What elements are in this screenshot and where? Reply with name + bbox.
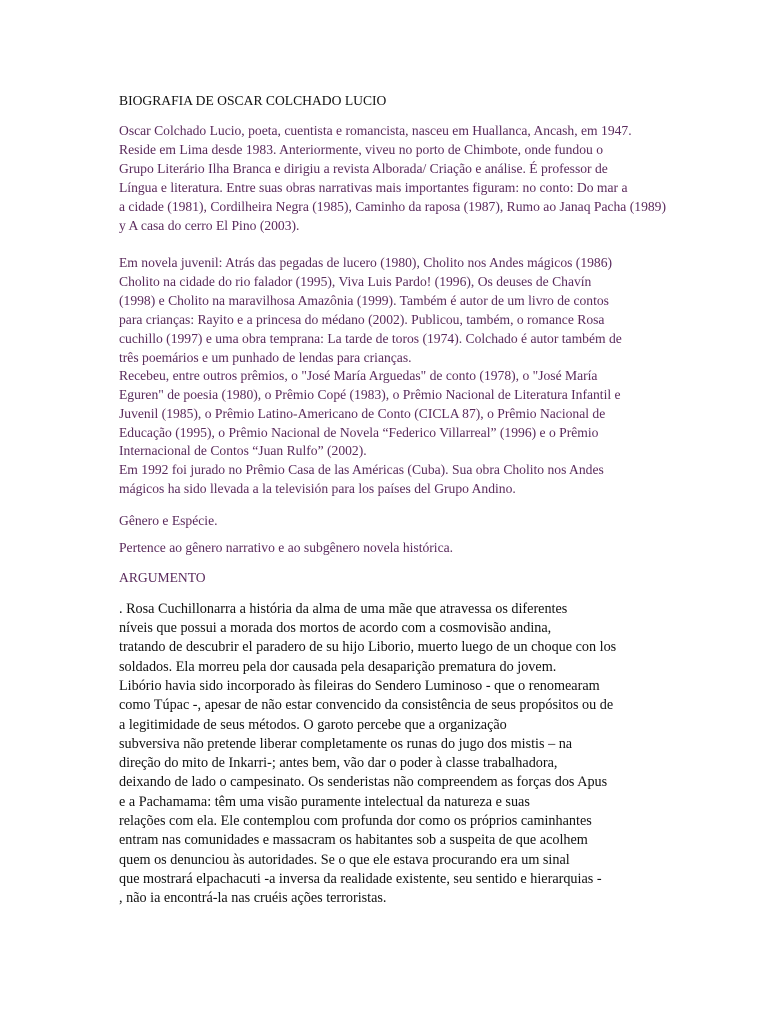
argument-line-10: deixando de lado o campesinato. Os senderistas não compreendem as forças dos Apus <box>119 774 608 790</box>
document-title: BIOGRAFIA DE OSCAR COLCHADO LUCIO <box>119 93 387 108</box>
argument-line-4: soldados. Ela morreu pela dor causada pela desaparição prematura do jovem. <box>119 659 557 675</box>
argument-line-2: níveis que possui a morada dos mortos de acordo com a cosmovisão andina, <box>119 620 552 636</box>
argument-line-7: a legitimidade de seus métodos. O garoto percebe que a organização <box>119 717 507 733</box>
argument-line-1: . Rosa Cuchillonarra a história da alma de uma mãe que atravessa os diferentes <box>119 601 568 617</box>
bio-p1-line-2: Reside em Lima desde 1983. Anteriormente, viveu no porto de Chimbote, onde fundou o <box>119 142 603 157</box>
bio-p2-line-1: Em novela juvenil: Atrás das pegadas de lucero (1980), Cholito nos Andes mágicos (1986) <box>119 255 613 270</box>
argument-line-5: Libório havia sido incorporado às fileiras do Sendero Luminoso - que o renomearam <box>119 678 600 694</box>
bio-p2-line-5: cuchillo (1997) e uma obra temprana: La tarde de toros (1974). Colchado é autor também de <box>119 331 622 346</box>
bio-p2-line-10: Educação (1995), o Prêmio Nacional de Novela “Federico Villarreal” (1996) e o Prêmio <box>119 425 599 440</box>
argument-line-8: subversiva não pretende liberar completamente os runas do jugo dos mistis – na <box>119 736 573 752</box>
bio-p2-line-11: Internacional de Contos “Juan Rulfo” (2002). <box>119 443 367 458</box>
argument-line-14: quem os denunciou às autoridades. Se o que ele estava procurando era um sinal <box>119 852 570 868</box>
bio-p2-line-9: Juvenil (1985), o Prêmio Latino-Americano de Conto (CICLA 87), o Prêmio Nacional de <box>119 406 606 421</box>
bio-p2-line-13: mágicos ha sido llevada a la televisión para los países del Grupo Andino. <box>119 481 516 496</box>
argument-line-12: relações com ela. Ele contemplou com profunda dor como os próprios caminhantes <box>119 813 592 829</box>
bio-p1-line-3: Grupo Literário Ilha Branca e dirigiu a revista Alborada/ Criação e análise. É professor de <box>119 161 608 176</box>
argument-line-15: que mostrará elpachacuti -a inversa da realidade existente, seu sentido e hierarquias - <box>119 871 602 887</box>
bio-p1-line-5: a cidade (1981), Cordilheira Negra (1985), Caminho da raposa (1987), Rumo ao Janaq Pacha (1989) <box>119 199 666 214</box>
argument-line-11: e a Pachamama: têm uma visão puramente intelectual da natureza e suas <box>119 794 530 810</box>
argument-heading: ARGUMENTO <box>119 570 206 585</box>
argument-line-3: tratando de descubrir el paradero de su hijo Liborio, muerto luego de un choque con los <box>119 639 617 655</box>
bio-p2-line-2: Cholito na cidade do rio falador (1995), Viva Luis Pardo! (1996), Os deuses de Chavín <box>119 274 592 289</box>
argument-line-9: direção do mito de Inkarri-; antes bem, vão dar o poder à classe trabalhadora, <box>119 755 558 771</box>
bio-p2-line-3: (1998) e Cholito na maravilhosa Amazônia (1999). Também é autor de um livro de contos <box>119 293 609 308</box>
bio-p1-line-4: Língua e literatura. Entre suas obras narrativas mais importantes figuram: no conto: Do mar a <box>119 180 628 195</box>
bio-p2-line-8: Eguren" de poesia (1980), o Prêmio Copé (1983), o Prêmio Nacional de Literatura Infantil e <box>119 387 621 402</box>
bio-p2-line-7: Recebeu, entre outros prêmios, o "José María Arguedas" de conto (1978), o "José María <box>119 368 598 383</box>
bio-p1-line-1: Oscar Colchado Lucio, poeta, cuentista e romancista, nasceu em Huallanca, Ancash, em 1947. <box>119 123 632 138</box>
genre-heading: Gênero e Espécie. <box>119 513 218 528</box>
genre-text: Pertence ao gênero narrativo e ao subgênero novela histórica. <box>119 540 454 555</box>
bio-p2-line-12: Em 1992 foi jurado no Prêmio Casa de las Américas (Cuba). Sua obra Cholito nos Andes <box>119 462 604 477</box>
bio-p2-line-4: para crianças: Rayito e a princesa do médano (2002). Publicou, também, o romance Rosa <box>119 312 605 327</box>
bio-p1-line-6: y A casa do cerro El Pino (2003). <box>119 218 300 233</box>
bio-p2-line-6: três poemários e um punhado de lendas para crianças. <box>119 350 412 365</box>
argument-line-6: como Túpac -, apesar de não estar convencido da consistência de seus propósitos ou de <box>119 697 614 713</box>
argument-line-16: , não ia encontrá-la nas cruéis ações terroristas. <box>119 890 387 906</box>
argument-line-13: entram nas comunidades e massacram os habitantes sob a suspeita de que acolhem <box>119 832 588 848</box>
